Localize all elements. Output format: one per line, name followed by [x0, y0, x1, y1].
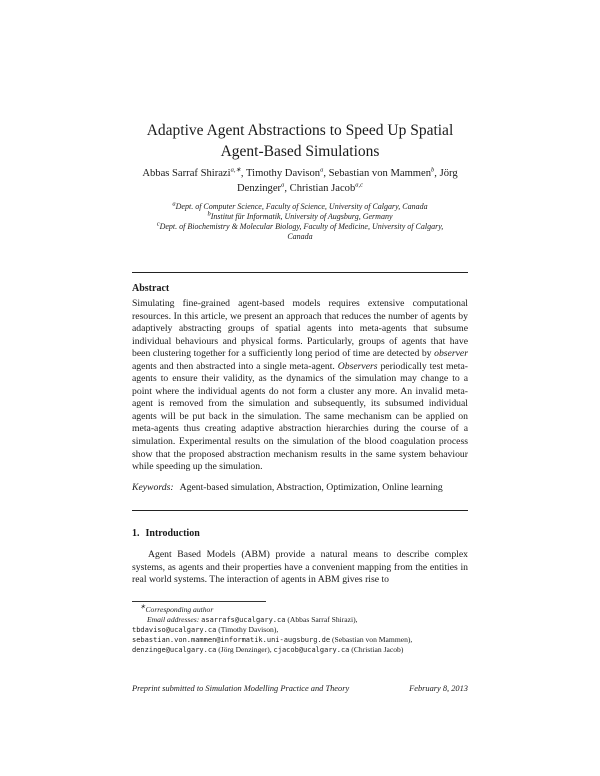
author-name: Abbas Sarraf Shirazi	[142, 168, 231, 179]
abstract-bottom-rule	[132, 510, 468, 511]
section-title: Introduction	[145, 528, 200, 539]
footnote-corresponding	[140, 605, 490, 615]
affiliation-text: Dept. of Computer Science, Faculty of Science, University of Calgary, Canada	[175, 202, 428, 211]
abstract-emph-1: observer	[434, 348, 468, 360]
author-sup: a	[281, 181, 285, 189]
footnote-corresponding-text: Corresponding author	[145, 605, 214, 614]
affiliation-sup: a	[172, 200, 176, 208]
author-name: Timothy Davison	[246, 168, 321, 179]
keywords-text: Agent-based simulation, Abstraction, Optimization, Online learning	[179, 482, 443, 493]
paper-title	[0, 120, 600, 162]
email-link[interactable]: denzinge@ucalgary.ca	[132, 646, 217, 654]
footnote-mark: ∗	[140, 603, 146, 611]
affiliation-c	[130, 222, 470, 242]
section-heading	[132, 528, 200, 539]
email-link[interactable]: sebastian.von.mammen@informatik.uni-augsburg.de	[132, 636, 331, 644]
email-owner: (Timothy Davison),	[218, 625, 279, 634]
footnote-email-line-3	[132, 635, 482, 645]
email-label: Email addresses:	[147, 615, 200, 624]
author-sup: b	[431, 166, 435, 174]
section-number: 1.	[132, 528, 140, 539]
title-line-2: Agent-Based Simulations	[220, 143, 380, 160]
footer-date: February 8, 2013	[409, 684, 468, 693]
footnote-email-line-2	[132, 625, 482, 635]
email-owner: (Jörg Denzinger),	[218, 645, 272, 654]
intro-paragraph: Agent Based Models (ABM) provide a natural means to describe complex systems, as agents and their properties have a convenient mapping from the entities in real world systems. The interaction of agents in ABM gives rise to	[132, 549, 468, 585]
email-link[interactable]: tbdaviso@ucalgary.ca	[132, 626, 217, 634]
abstract-top-rule	[132, 272, 468, 273]
author-name: Christian Jacob	[289, 183, 356, 194]
affiliation-text: Dept. of Biochemistry & Molecular Biology, Faculty of Medicine, University of Calgary,	[159, 222, 444, 231]
author-sup: a,∗	[230, 166, 241, 174]
email-owner: (Christian Jacob)	[351, 645, 404, 654]
email-owner: (Sebastian von Mammen),	[331, 635, 413, 644]
email-link[interactable]: cjacob@ucalgary.ca	[273, 646, 350, 654]
affiliation-text-cont: Canada	[287, 232, 313, 241]
footnote-email-line-1	[147, 615, 497, 625]
author-list: Abbas Sarraf Shirazi$^{a,∗}$, Timothy Davison$^a$, Sebastian von Mammen$^b$, Jörg Denzinger$^a$, Christian Jacob$^{a,c}$	[142, 166, 458, 194]
affiliation-a	[130, 202, 470, 212]
affiliation-sup: b	[207, 210, 211, 218]
abstract-text-3: periodically test meta-agents to ensure their validity, as the dynamics of the simulation may change to a point where the individual agents do not form a cluster any more. An invalid meta-agent is removed from the simulation and subsequently, its subsumed individual agents will be put back in the simulation. The same mechanism can be applied on meta-agents thus creating adaptive abstraction hierarchies during the course of a simulation. Experimental results on the simulation of the blood coagulation process show that the proposed abstraction mechanism results in the same system behaviour while speeding up the simulation.	[132, 360, 468, 473]
page-footer	[132, 684, 468, 693]
author-name: Sebastian von Mammen	[328, 168, 432, 179]
email-owner: (Abbas Sarraf Shirazi),	[287, 615, 358, 624]
affiliation-sup: c	[156, 220, 160, 228]
email-link[interactable]: asarrafs@ucalgary.ca	[201, 616, 286, 624]
affiliation-b	[130, 212, 470, 222]
footer-journal: Preprint submitted to Simulation Modelling Practice and Theory	[132, 684, 350, 693]
abstract-text-1: Simulating fine-grained agent-based models requires extensive computational resources. In this article, we present an approach that reduces the number of agents by adaptively abstracting groups of spatial agents into meta-agents that subsume individual behaviours and physical forms. Particularly, groups of agents that have been clustering together for a sufficiently long period of time are detected by	[132, 298, 468, 360]
title-line-1: Adaptive Agent Abstractions to Speed Up Spatial	[146, 122, 454, 139]
abstract-heading: Abstract	[132, 283, 170, 294]
author-name: Jörg Denzinger	[236, 168, 458, 194]
keywords	[132, 482, 468, 495]
footnote-rule	[132, 601, 266, 602]
author-sup: a,c	[355, 181, 364, 189]
author-sup: a	[320, 166, 324, 174]
keywords-label: Keywords:	[132, 482, 174, 493]
abstract-body	[132, 298, 468, 474]
affiliation-text: Institut für Informatik, University of Augsburg, Germany	[210, 212, 393, 221]
footnote-email-line-4	[132, 645, 482, 655]
abstract-text-2: agents and then abstracted into a single meta-agent.	[132, 360, 335, 372]
abstract-emph-2: Observers	[337, 360, 378, 372]
